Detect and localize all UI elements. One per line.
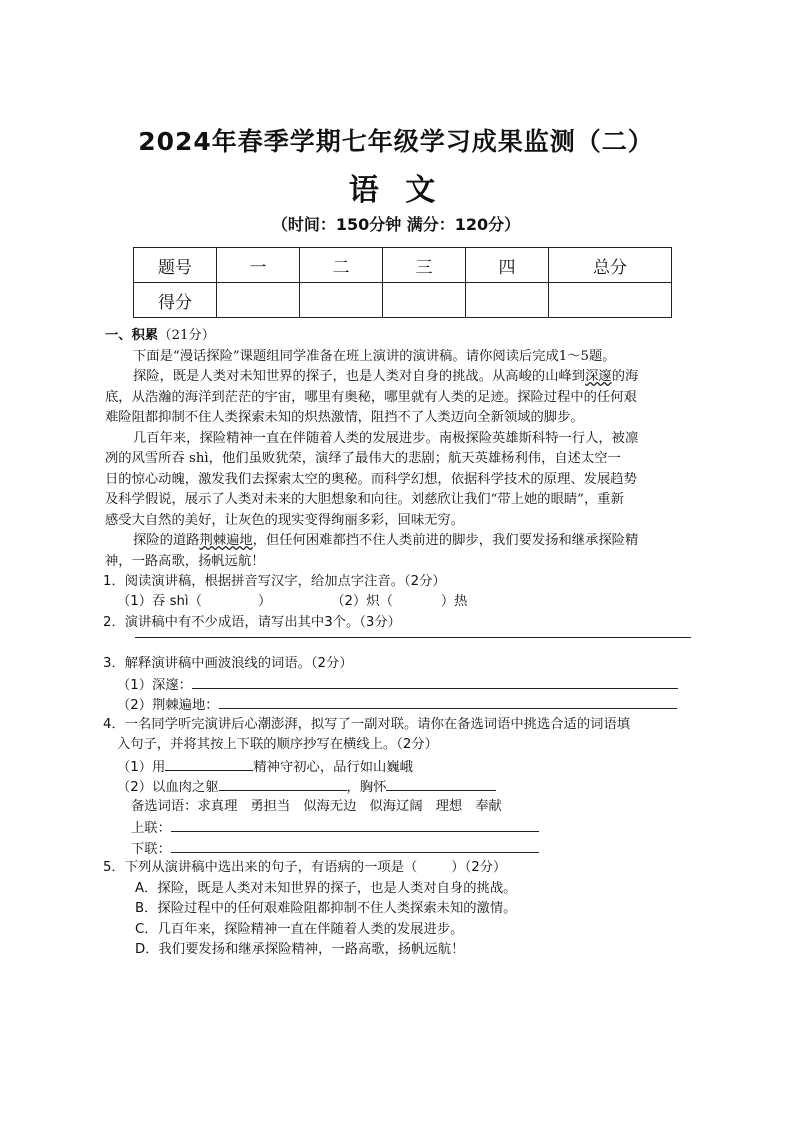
question-3: 3．解释演讲稿中画波浪线的词语。（2分） [103, 656, 353, 671]
q4-b-label: （2）以血肉之躯 [117, 780, 219, 795]
wavy-word: 荆棘遍地 [199, 533, 253, 548]
q5-choice-b[interactable]: B．探险过程中的任何艰难险阻都抑制不住人类探索未知的激情。 [135, 901, 517, 916]
passage-line: 冽的风雪所吞 shì，他们虽败犹荣，演绎了最伟大的悲剧；航天英雄杨利伟，自述太空一 [105, 451, 621, 466]
q4-item-b [117, 776, 496, 797]
passage-text: 的海 [611, 369, 639, 384]
q4-upper-line[interactable] [171, 817, 539, 832]
q4-option: 似海辽阔 [369, 799, 423, 814]
q5-choice-a[interactable]: A．探险，既是人类对未知世界的探子，也是人类对自身的挑战。 [135, 881, 517, 896]
score-header-cell: 三 [383, 248, 466, 283]
score-table-header-row [134, 248, 672, 283]
question-1: 1．阅读演讲稿，根据拼音写汉字，给加点字注音。（2分） [103, 574, 446, 589]
q1-b-label: （2）炽（ [331, 594, 393, 609]
score-row-label: 得分 [134, 283, 217, 318]
q4-lower-line[interactable] [171, 838, 539, 853]
q4-option: 求真理 [197, 799, 238, 814]
q4-lower-label: 下联： [131, 842, 171, 857]
score-header-cell: 题号 [134, 248, 217, 283]
q1-a-close: ） [257, 594, 272, 609]
score-cell[interactable] [300, 283, 383, 318]
q4-a-label: （1）用 [117, 760, 166, 775]
passage-intro: 下面是“漫话探险”课题组同学准备在班上演讲的演讲稿。请你阅读后完成1～5题。 [133, 349, 616, 364]
q4-lower-couplet [131, 838, 539, 859]
q5-choice-c[interactable]: C．几百年来，探险精神一直在伴随着人类的发展进步。 [135, 922, 464, 937]
question-4-line1: 4．一名同学听完演讲后心潮澎湃，拟写了一副对联。请你在备选词语中挑选合适的词语填 [103, 717, 631, 732]
score-cell[interactable] [217, 283, 300, 318]
q5-tail: ）（2分） [451, 860, 507, 875]
passage-line [105, 367, 638, 388]
score-header-cell: 总分 [549, 248, 672, 283]
q4-b-blank-2[interactable] [386, 776, 496, 791]
time-info: （时间：150分钟 满分：120分） [271, 215, 521, 234]
q4-a-blank[interactable] [165, 756, 253, 771]
passage-text: ，但任何困难都挡不住人类前进的脚步，我们要发扬和继承探险精 [252, 533, 639, 548]
question-2: 2．演讲稿中有不少成语，请写出其中3个。（3分） [103, 615, 401, 630]
q4-b-mid: ，胸怀 [346, 780, 387, 795]
q4-b-blank-1[interactable] [219, 776, 347, 791]
q4-option: 勇担当 [250, 799, 291, 814]
question-5 [103, 858, 506, 879]
score-cell[interactable] [383, 283, 466, 318]
passage-line: 几百年来，探险精神一直在伴随着人类的发展进步。南极探险英雄斯科特一行人，被凛 [133, 431, 639, 446]
q5-text: 5．下列从演讲稿中选出来的句子，有语病的一项是（ [103, 860, 418, 875]
section-heading-text: 一、积累 [105, 328, 159, 343]
passage-line: 神，一路高歌，扬帆远航！ [105, 554, 265, 569]
passage-line: 感受大自然的美好，让灰色的现实变得绚丽多彩，回味无穷。 [105, 513, 465, 528]
wavy-word: 深邃 [585, 369, 612, 384]
section-heading [105, 326, 215, 347]
score-cell[interactable] [466, 283, 549, 318]
question-4-line2: 入句子，并将其按上下联的顺序抄写在横线上。（2分） [117, 737, 438, 752]
q3-b-label: （2）荆棘遍地： [117, 698, 219, 713]
q3-b-answer-line[interactable] [219, 694, 677, 709]
score-header-cell: 一 [217, 248, 300, 283]
q4-upper-label: 上联： [131, 821, 171, 836]
q3-a-answer-line[interactable] [192, 674, 678, 689]
score-table [133, 247, 672, 318]
q4-option: 似海无边 [303, 799, 357, 814]
q1-b-close: ）热 [440, 594, 468, 609]
q3-item-b [117, 694, 691, 715]
q3-a-label: （1）深邃： [117, 678, 192, 693]
q3-item-a [117, 674, 691, 695]
q4-options-label: 备选词语： [131, 799, 198, 814]
score-table-score-row [134, 283, 672, 318]
passage-line: 及科学假说，展示了人类对未来的大胆想象和向往。刘慈欣让我们“带上她的眼睛”，重新 [105, 492, 624, 507]
q5-choice-d[interactable]: D．我们要发扬和继承探险精神，一路高歌，扬帆远航！ [135, 942, 465, 957]
question-1-items [117, 592, 467, 613]
q4-options [131, 797, 502, 818]
q4-a-tail: 精神守初心，品行如山巍峨 [253, 760, 413, 775]
passage-text: 探险，既是人类对未知世界的探子，也是人类对自身的挑战。从高峻的山峰到 [133, 369, 586, 384]
q4-item-a [117, 756, 413, 777]
passage-line: 底，从浩瀚的海洋到茫茫的宇宙，哪里有奥秘，哪里就有人类的足迹。探险过程中的任何艰 [105, 390, 637, 405]
score-header-cell: 二 [300, 248, 383, 283]
passage-line [105, 531, 638, 552]
passage-line: 难险阻都抑制不住人类探索未知的炽热激情，阻挡不了人类迈向全新领域的脚步。 [105, 410, 584, 425]
q4-option: 奉献 [475, 799, 502, 814]
passage-line: 日的惊心动魄，激发我们去探索太空的奥秘。而科学幻想，依据科学技术的原理、发展趋势 [105, 472, 637, 487]
passage-text: 探险的道路 [133, 533, 200, 548]
exam-title: 2024年春季学期七年级学习成果监测（二） [138, 127, 654, 156]
score-cell[interactable] [549, 283, 672, 318]
q4-upper-couplet [131, 817, 539, 838]
q4-option: 理想 [435, 799, 463, 814]
q2-answer-line[interactable] [135, 625, 691, 638]
subject-title: 语 文 [348, 173, 444, 208]
q1-a-label: （1）吞 shì（ [117, 594, 202, 609]
section-points: （21分） [158, 328, 215, 343]
score-header-cell: 四 [466, 248, 549, 283]
